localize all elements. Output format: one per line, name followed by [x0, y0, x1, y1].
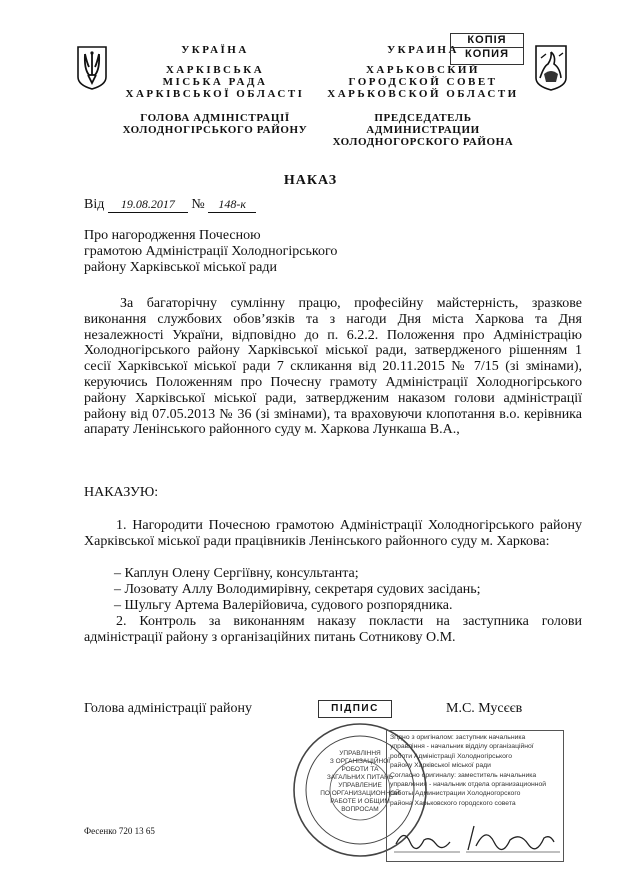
person-item-2: – Лозовату Аллу Володимирівну, секретаря судових засідань; — [114, 582, 481, 597]
header-left-council-2: МІСЬКА РАДА — [162, 76, 268, 88]
certification-line-3: роботи Адміністрації Холодногірського — [390, 752, 512, 760]
item-1: 1. Нагородити Почесною грамотою Адміністрації Холодногірського району Харківської міської ради працівників Ленінського районного суду м. Харкова: — [84, 518, 582, 549]
number-value: 148-к — [208, 196, 256, 213]
copy-stamp — [450, 33, 524, 65]
kharkiv-coat-of-arms-icon — [534, 44, 568, 92]
subject-line-1: Про нагородження Почесною — [84, 228, 261, 243]
header-left-country: УКРАЇНА — [181, 44, 249, 56]
signature-name: М.С. Мусєєв — [446, 701, 523, 716]
signature-position: Голова адміністрації району — [84, 701, 252, 716]
header-right-council-2: ГОРОДСКОЙ СОВЕТ — [348, 76, 498, 88]
copy-stamp-ua: КОПІЯ — [451, 34, 523, 48]
header-right-country: УКРАИНА — [387, 44, 459, 56]
certification-line-8: района Харьковского городского совета — [390, 799, 516, 807]
seal-line-5: УПРАВЛЕНИЕ — [338, 782, 382, 789]
certification-line-6: управления - начальник отдела организационной — [390, 781, 547, 789]
trident-coat-of-arms-icon — [76, 45, 108, 91]
handwritten-signature-icon — [390, 818, 566, 858]
signature-stamp: ПІДПИС — [318, 700, 392, 718]
seal-line-7: РАБОТЕ И ОБЩИМ — [330, 798, 390, 805]
executor-note: Фесенко 720 13 65 — [84, 826, 155, 836]
certification-line-7: работы Администрации Холодногорского — [390, 790, 521, 798]
subject-line-3: району Харківської міської ради — [84, 260, 277, 275]
seal-line-6: ПО ОРГАНИЗАЦИОННОЙ — [320, 790, 400, 797]
order-word: НАКАЗУЮ: — [84, 485, 159, 500]
header-right-position-2: ХОЛОДНОГОРСКОГО РАЙОНА — [332, 136, 514, 148]
header-left-position-1: ГОЛОВА АДМІНІСТРАЦІЇ — [140, 112, 290, 124]
header-right-position-1: ПРЕДСЕДАТЕЛЬ АДМИНИСТРАЦИИ — [366, 112, 480, 136]
header-right-council-1: ХАРЬКОВСКИЙ — [365, 64, 480, 76]
certification-line-2: управління - начальник відділу організаційної — [390, 743, 534, 751]
number-prefix: № — [191, 197, 205, 212]
header-left-council-3: ХАРКІВСЬКОЇ ОБЛАСТІ — [125, 88, 305, 100]
subject-line-2: грамотою Адміністрації Холодногірського — [84, 244, 338, 259]
seal-line-2: З ОРГАНІЗАЦІЙНОЇ — [329, 758, 391, 765]
header-right-position — [318, 112, 528, 148]
header-left-council-1: ХАРКІВСЬКА — [165, 64, 265, 76]
header-right-council-3: ХАРЬКОВСКОЙ ОБЛАСТИ — [327, 88, 519, 100]
doc-type-title: НАКАЗ — [283, 173, 338, 188]
header-left — [110, 44, 320, 100]
date-value: 19.08.2017 — [108, 196, 188, 213]
copy-stamp-ru: КОПИЯ — [465, 48, 509, 60]
seal-line-1: УПРАВЛІННЯ — [339, 750, 381, 757]
seal-line-8: ВОПРОСАМ — [341, 806, 379, 813]
certification-line-1: Згідно з оригіналом: заступник начальника — [390, 734, 526, 741]
seal-line-4: ЗАГАЛЬНИХ ПИТАНЬ — [326, 774, 394, 781]
date-prefix: Від — [84, 197, 105, 212]
subject-block — [84, 228, 404, 276]
certification-line-4: району Харківської міської ради — [390, 762, 491, 770]
header-left-position-2: ХОЛОДНОГІРСЬКОГО РАЙОНУ — [122, 124, 308, 136]
persons-list — [114, 566, 584, 614]
date-number-line — [84, 196, 284, 213]
person-item-1: – Каплун Олену Сергіївну, консультанта; — [114, 566, 359, 581]
preamble-paragraph: За багаторічну сумлінну працю, професійну майстерність, зразкове виконання службових обов’язків та з нагоди Дня міста Харкова та Дня незалежності України, відповідно до п. 6.2.2. Положення про Адміністрацію Холодногірського району Харківської міської ради, затвердженого рішенням 1 сесії Харківської міської ради 7 скликання від 20.11.2015 № 7/15 (зі змінами), керуючись Положенням про Почесну грамоту Адміністрації Холодногірського району Харківської міської ради, затвердженим наказом голови адміністрації району від 07.05.2013 № 36 (зі змінами), та враховуючи клопотання в.о. керівника апарату Ленінського районного суду м. Харкова Лункаша В.А., — [84, 296, 582, 438]
person-item-3: – Шульгу Артема Валерійовича, судового розпорядника. — [114, 598, 453, 613]
seal-line-3: РОБОТИ ТА — [341, 766, 379, 773]
header-left-position — [110, 112, 320, 136]
item-2: 2. Контроль за виконанням наказу покласти на заступника голови адміністрації району з організаційних питань Сотникову О.М. — [84, 614, 582, 645]
certification-line-5: Согласно оригиналу: заместитель начальника — [390, 771, 537, 779]
